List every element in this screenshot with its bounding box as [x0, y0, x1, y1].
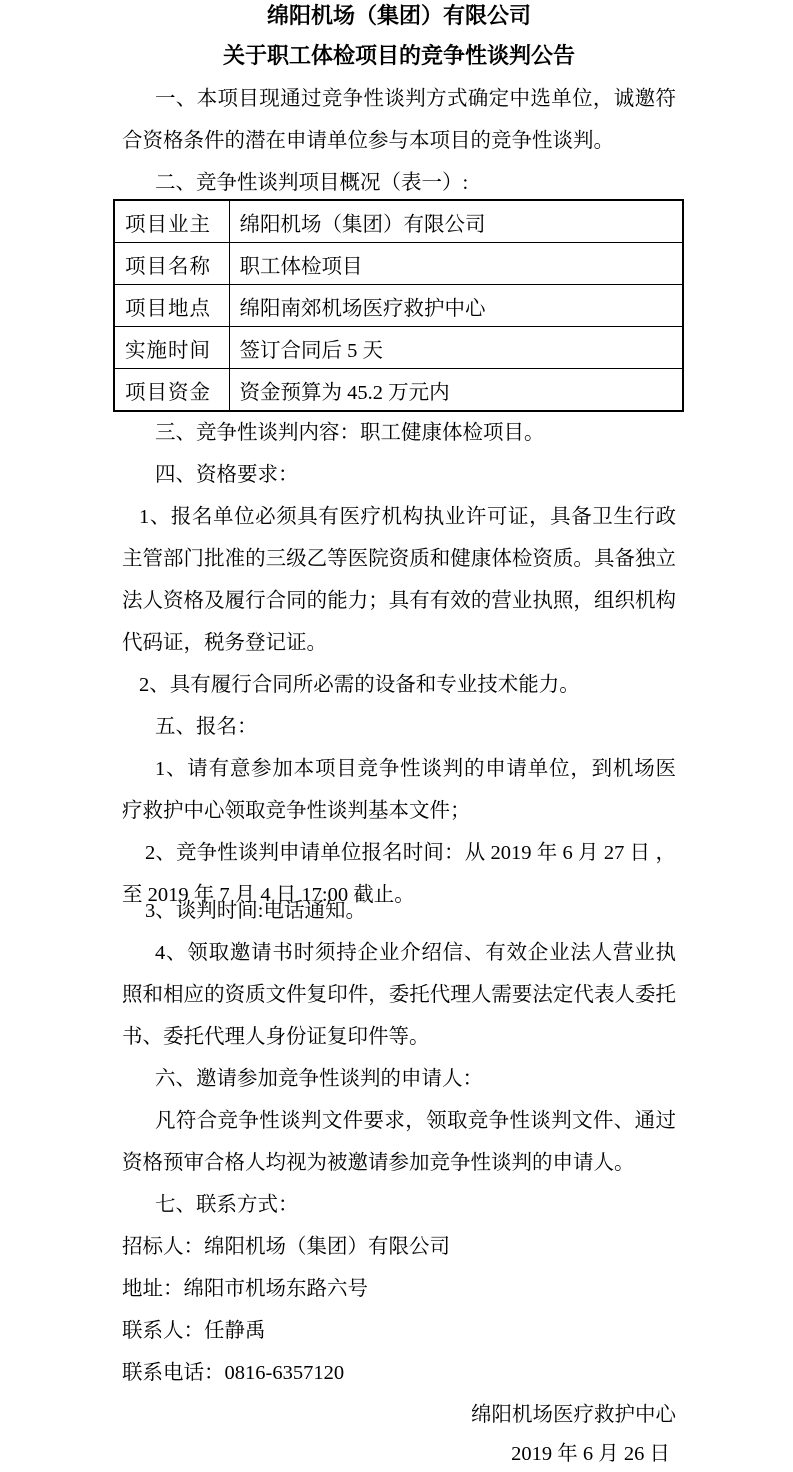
- paragraph-intro: 一、本项目现通过竞争性谈判方式确定中选单位，诚邀符合资格条件的潜在申请单位参与本项目的竞争性谈判。: [122, 88, 676, 152]
- table-row: [114, 200, 683, 243]
- company-title: 绵阳机场（集团）有限公司: [266, 3, 531, 28]
- contact-phone: 联系电话：0816-6357120: [122, 1362, 345, 1384]
- table-cell-label: 项目资金: [114, 369, 229, 412]
- registration-item-2: 2、竞争性谈判申请单位报名时间：从 2019 年 6 月 27 日 ，至 2019 年 7 月 4 日 17:00 截止。: [122, 842, 676, 906]
- table-cell-value: 绵阳南郊机场医疗救护中心: [229, 285, 683, 327]
- contact-person: 联系人：任静禹: [122, 1320, 266, 1342]
- table-cell-value: 职工体检项目: [229, 243, 683, 285]
- registration-item-4: 4、领取邀请书时须持企业介绍信、有效企业法人营业执照和相应的资质文件复印件，委托代理人需要法定代表人委托书、委托代理人身份证复印件等。: [122, 942, 676, 1048]
- table-row: [114, 369, 683, 412]
- project-overview-table: [113, 199, 684, 412]
- section-contact-heading: 七、联系方式：: [155, 1194, 299, 1216]
- table-cell-value: 绵阳机场（集团）有限公司: [229, 200, 683, 243]
- table-cell-label: 项目名称: [114, 243, 229, 285]
- section-content-line: 三、竞争性谈判内容：职工健康体检项目。: [155, 422, 545, 444]
- contact-address: 地址：绵阳市机场东路六号: [122, 1278, 368, 1300]
- registration-item-1: 1、请有意参加本项目竞争性谈判的申请单位，到机场医疗救护中心领取竞争性谈判基本文件；: [122, 758, 676, 822]
- table-cell-label: 项目地点: [114, 285, 229, 327]
- invite-body: 凡符合竞争性谈判文件要求，领取竞争性谈判文件、通过资格预审合格人均视为被邀请参加竞争性谈判的申请人。: [122, 1110, 676, 1174]
- section-overview-heading: 二、竞争性谈判项目概况（表一）:: [155, 172, 469, 194]
- table-row: [114, 327, 683, 369]
- qualification-item-1: 1、报名单位必须具有医疗机构执业许可证，具备卫生行政主管部门批准的三级乙等医院资质和健康体检资质。具备独立法人资格及履行合同的能力；具有有效的营业执照，组织机构代码证，税务登记证。: [122, 506, 676, 654]
- signature-date: 2019 年 6 月 26 日: [511, 1443, 670, 1465]
- table-cell-label: 项目业主: [114, 200, 229, 243]
- registration-item-3: 3、谈判时间:电话通知。: [145, 900, 366, 922]
- contact-bidder: 招标人：绵阳机场（集团）有限公司: [122, 1236, 450, 1258]
- table-cell-value: 签订合同后 5 天: [229, 327, 683, 369]
- announcement-title: 关于职工体检项目的竞争性谈判公告: [222, 43, 575, 68]
- table-row: [114, 285, 683, 327]
- section-qualification-heading: 四、资格要求：: [155, 464, 299, 486]
- signature-org: 绵阳机场医疗救护中心: [471, 1404, 676, 1426]
- table-cell-label: 实施时间: [114, 327, 229, 369]
- section-invite-heading: 六、邀请参加竞争性谈判的申请人：: [155, 1068, 483, 1090]
- section-registration-heading: 五、报名：: [155, 716, 258, 738]
- table-row: [114, 243, 683, 285]
- qualification-item-2: 2、具有履行合同所必需的设备和专业技术能力。: [139, 674, 580, 696]
- table-cell-value: 资金预算为 45.2 万元内: [229, 369, 683, 412]
